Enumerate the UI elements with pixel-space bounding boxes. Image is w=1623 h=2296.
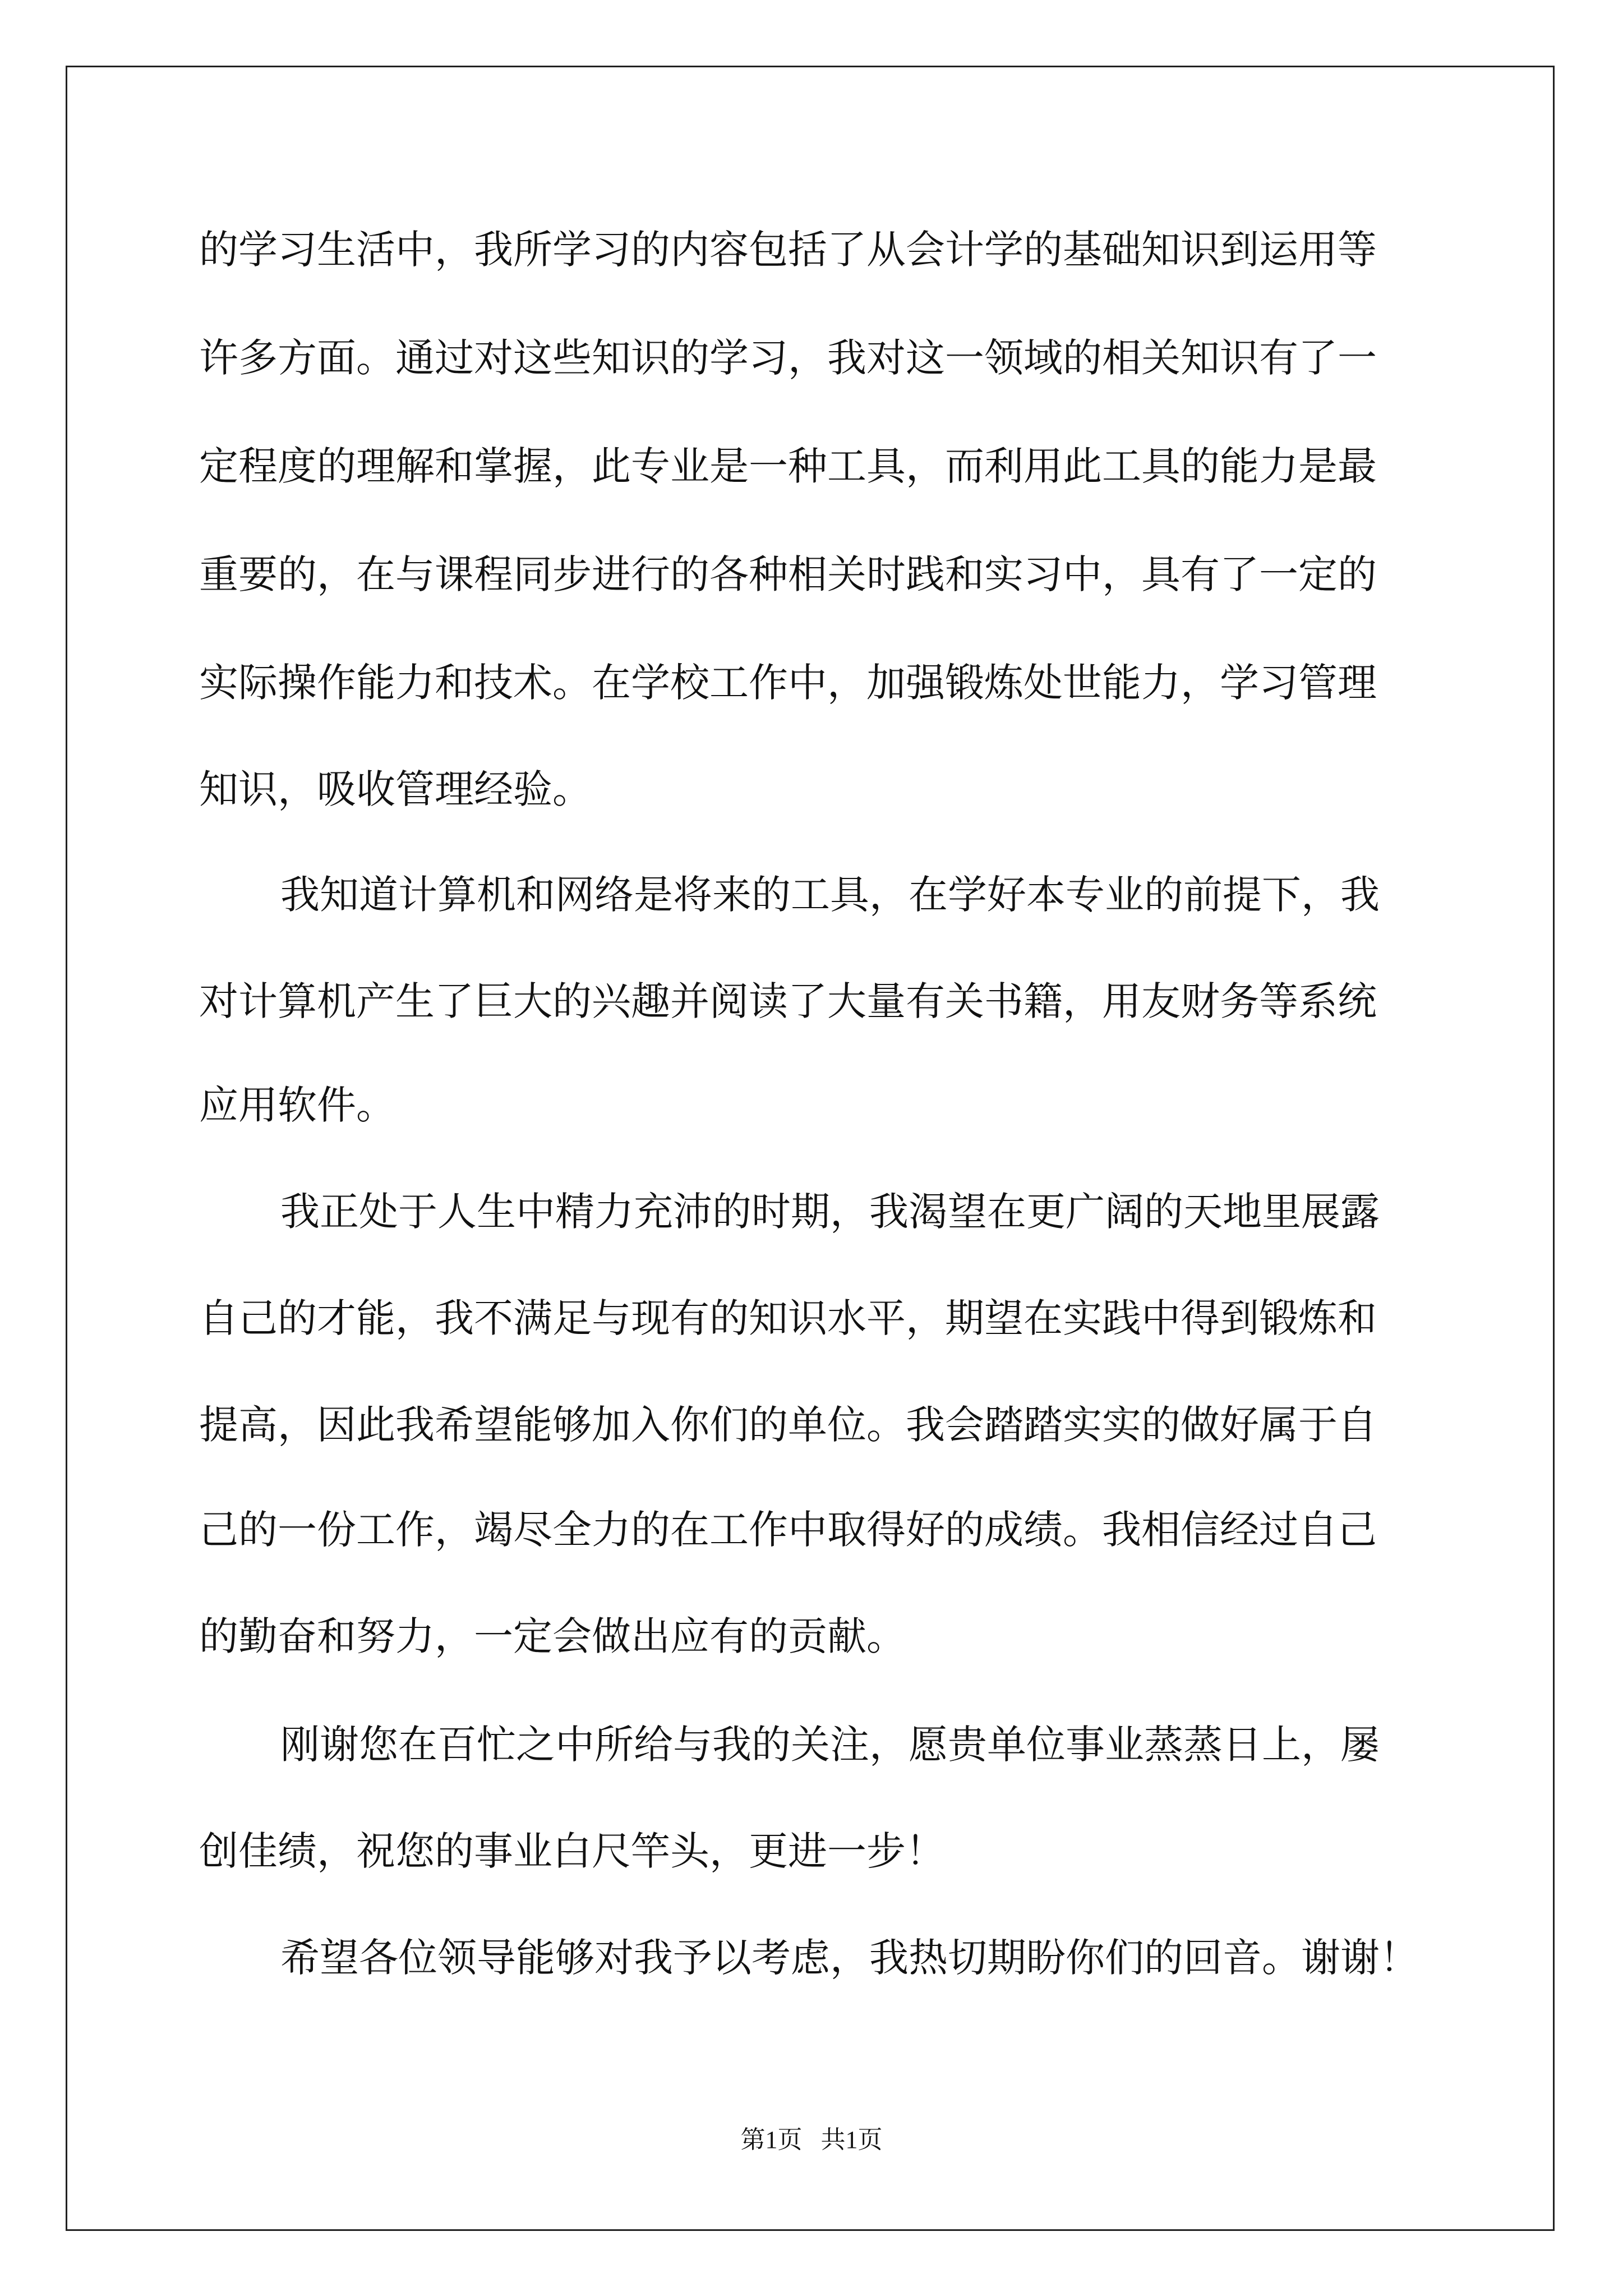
body-text-line: 我正处于人生中精力充沛的时期，我渴望在更广阔的天地里展露: [280, 1189, 1380, 1235]
body-text-line: 提高，因此我希望能够加入你们的单位。我会踏踏实实的做好属于自: [199, 1402, 1377, 1448]
body-text-line: 知识，吸收管理经验。: [199, 766, 592, 812]
body-text-line: 自己的才能，我不满足与现有的知识水平，期望在实践中得到锻炼和: [199, 1295, 1377, 1341]
body-text-line: 定程度的理解和掌握，此专业是一种工具，而利用此工具的能力是最: [199, 443, 1377, 489]
body-text-line: 我知道计算机和网络是将来的工具，在学好本专业的前提下，我: [280, 872, 1380, 918]
body-text-line: 重要的，在与课程同步进行的各种相关时践和实习中，具有了一定的: [199, 551, 1377, 597]
body-text-line: 对计算机产生了巨大的兴趣并阅读了大量有关书籍，用友财务等系统: [199, 978, 1377, 1024]
body-text-line: 应用软件。: [199, 1082, 395, 1128]
page-border: [66, 66, 1555, 2231]
body-text-line: 许多方面。通过对这些知识的学习，我对这一领域的相关知识有了一: [199, 335, 1377, 381]
body-text-line: 己的一份工作，竭尽全力的在工作中取得好的成绩。我相信经过自己: [199, 1507, 1377, 1553]
body-text-line: 实际操作能力和技术。在学校工作中，加强锻炼处世能力，学习管理: [199, 660, 1377, 706]
body-text-line: 创佳绩，祝您的事业白尺竿头，更进一步！: [199, 1828, 945, 1874]
page-number-footer: 第1页 共1页: [740, 2126, 883, 2154]
body-text-line: 希望各位领导能够对我予以考虑，我热切期盼你们的回音。谢谢！: [280, 1935, 1419, 1981]
body-text-line: 的学习生活中，我所学习的内容包括了从会计学的基础知识到运用等: [199, 227, 1377, 273]
body-text-line: 刚谢您在百忙之中所给与我的关注，愿贵单位事业蒸蒸日上，屡: [280, 1722, 1380, 1768]
body-text-line: 的勤奋和努力，一定会做出应有的贡献。: [199, 1613, 906, 1659]
